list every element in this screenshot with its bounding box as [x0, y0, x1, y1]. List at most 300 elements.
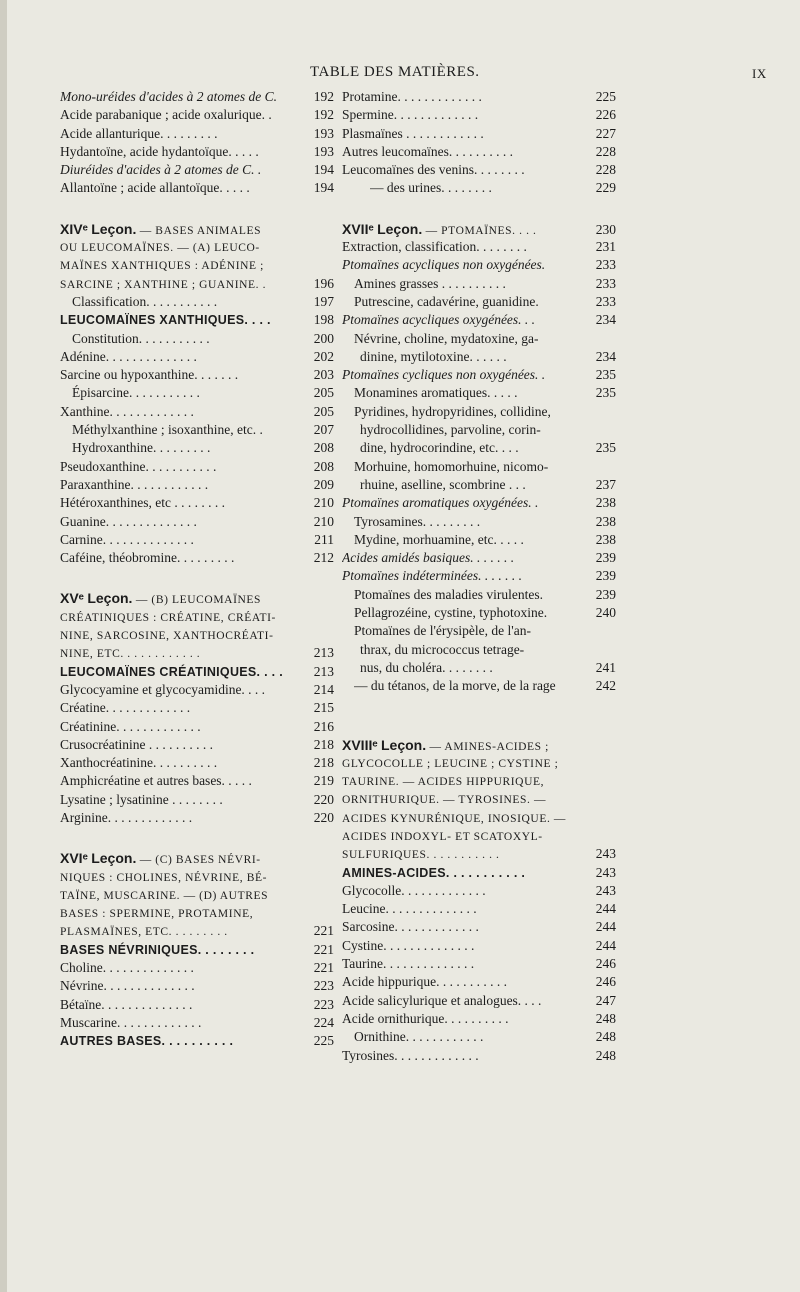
- entry-title: Pseudoxanthine. . . . . . . . . . .: [60, 458, 217, 474]
- lesson-word: Leçon.: [377, 220, 423, 237]
- toc-entry: [60, 125, 334, 143]
- lesson-heading-text: [342, 790, 590, 809]
- lesson-heading-line: [342, 827, 616, 845]
- toc-entry: [60, 681, 334, 699]
- entry-page-number: 221: [313, 941, 334, 957]
- toc-entry: [60, 311, 334, 329]
- entry-title: Adénine. . . . . . . . . . . . . .: [60, 348, 197, 364]
- entry-title: Hétéroxanthines, etc . . . . . . . .: [60, 495, 225, 511]
- toc-entry: [60, 977, 334, 995]
- entry-page-number: 196: [313, 275, 334, 291]
- lesson-subject: SARCINE ; XANTHINE ; GUANINE. .: [60, 278, 267, 291]
- entry-title: Arginine. . . . . . . . . . . . .: [60, 809, 193, 825]
- entry-page-number: 211: [314, 531, 334, 547]
- entry-page-number: 225: [313, 1033, 334, 1049]
- entry-page-number: 219: [313, 773, 334, 789]
- entry-page-number: 223: [313, 978, 334, 994]
- entry-title: Carnine. . . . . . . . . . . . . .: [60, 531, 194, 547]
- lesson-subject: NINE, SARCOSINE, XANTHOCRÉATI-: [60, 630, 274, 643]
- entry-page-number: 216: [313, 718, 334, 734]
- entry-title: Ptomaïnes acycliques oxygénées. . .: [342, 312, 536, 328]
- entry-title: Acide ornithurique. . . . . . . . . .: [342, 1010, 509, 1026]
- entry-page-number: 243: [595, 846, 616, 862]
- toc-entry: [342, 238, 616, 256]
- toc-entry: [60, 772, 334, 790]
- entry-title: Ptomaïnes indéterminées. . . . . . .: [342, 568, 522, 584]
- toc-entry: [342, 1047, 616, 1065]
- lesson-heading-line: [60, 238, 334, 256]
- entry-page-number: 218: [313, 736, 334, 752]
- entry-page-number: 248: [595, 1010, 616, 1026]
- toc-entry: [342, 275, 616, 293]
- entry-title: Xanthine. . . . . . . . . . . . .: [60, 403, 194, 419]
- entry-page-number: 221: [313, 923, 334, 939]
- toc-entry: [60, 941, 334, 959]
- lesson-subject: NIQUES : CHOLINES, NÉVRINE, BÉ-: [60, 871, 268, 884]
- toc-entry: [60, 366, 334, 384]
- lesson-heading-text: [60, 256, 308, 275]
- lesson-xiv-entries: [60, 293, 334, 567]
- entry-title: Mydine, morhuamine, etc. . . . .: [354, 531, 524, 547]
- entry-page-number: 244: [595, 901, 616, 917]
- toc-entry: [342, 918, 616, 936]
- entry-page-number: 237: [595, 476, 616, 492]
- entry-title: Lysatine ; lysatinine . . . . . . . .: [60, 791, 223, 807]
- lesson-xv-entries: [60, 663, 334, 828]
- entry-page-number: 240: [595, 605, 616, 621]
- entry-title: Ptomaïnes acycliques non oxygénées.: [342, 257, 546, 273]
- lesson-number: XVIᵉ: [60, 850, 88, 867]
- lesson-subject: — BASES ANIMALES: [139, 224, 262, 237]
- entry-title: Pyridines, hydropyridines, collidine,: [354, 403, 551, 419]
- lesson-xviii-entries: [342, 864, 616, 1065]
- entry-page-number: 241: [595, 659, 616, 675]
- entry-page-number: 220: [313, 791, 334, 807]
- entry-title: Monamines aromatiques. . . . .: [354, 385, 518, 401]
- lesson-heading-line: [342, 736, 616, 754]
- lesson-subject: ACIDES KYNURÉNIQUE, INOSIQUE. —: [342, 812, 566, 825]
- toc-entry: [342, 403, 616, 421]
- entry-page-number: 235: [595, 440, 616, 456]
- toc-entry: [342, 567, 616, 585]
- toc-entry: [60, 106, 334, 124]
- entry-title: Acide parabanique ; acide oxalurique. .: [60, 107, 272, 123]
- lesson-heading-text: [60, 886, 308, 905]
- toc-entry: [60, 718, 334, 736]
- lesson-heading-text: [60, 922, 308, 941]
- entry-title: LEUCOMAÏNES XANTHIQUES. . . .: [60, 313, 271, 328]
- lesson-xvi-heading: [60, 849, 334, 940]
- entry-page-number: 193: [313, 125, 334, 141]
- entry-title: Sarcine ou hypoxanthine. . . . . . .: [60, 367, 239, 383]
- lesson-heading-line: [60, 608, 334, 626]
- lesson-xvii-entries: [342, 238, 616, 695]
- header-page-number: IX: [752, 66, 767, 81]
- lesson-word: Leçon.: [91, 850, 137, 867]
- toc-entry: [342, 88, 616, 106]
- entry-title: Cystine. . . . . . . . . . . . . .: [342, 937, 475, 953]
- lesson-heading-line: [60, 886, 334, 904]
- lesson-subject: — (B) LEUCOMAÏNES: [135, 594, 262, 607]
- lesson-heading-line: [60, 220, 334, 238]
- entry-page-number: 210: [313, 513, 334, 529]
- toc-entry: [60, 699, 334, 717]
- lesson-heading-text: [342, 736, 590, 756]
- entry-title: Leucomaïnes des venins. . . . . . . .: [342, 162, 525, 178]
- lesson-heading-text: [342, 772, 590, 791]
- toc-entry: [60, 421, 334, 439]
- entry-title: — du tétanos, de la morve, de la rage: [354, 678, 556, 694]
- entry-page-number: 234: [595, 312, 616, 328]
- entry-title: Extraction, classification. . . . . . . .: [342, 239, 527, 255]
- toc-entry: [60, 384, 334, 402]
- toc-entry: [342, 494, 616, 512]
- entry-page-number: 233: [595, 293, 616, 309]
- lesson-subject: NINE, ETC. . . . . . . . . . . .: [60, 648, 201, 661]
- entry-title: Névrine, choline, mydatoxine, ga-: [354, 330, 539, 346]
- entry-page-number: 233: [595, 275, 616, 291]
- toc-entry: [342, 586, 616, 604]
- entry-page-number: 194: [313, 162, 334, 178]
- entry-title: Mono-uréides d'acides à 2 atomes de C.: [60, 89, 277, 104]
- entry-page-number: 235: [595, 385, 616, 401]
- entry-title: nus, du choléra. . . . . . . .: [360, 659, 493, 675]
- entry-page-number: 209: [313, 476, 334, 492]
- page-edge-shadow: [0, 0, 7, 1292]
- toc-entry: [342, 882, 616, 900]
- toc-entry: [60, 959, 334, 977]
- lesson-subject: OU LEUCOMAÏNES. — (A) LEUCO-: [60, 242, 260, 255]
- entry-title: Guanine. . . . . . . . . . . . . .: [60, 513, 197, 529]
- entry-page-number: 203: [313, 367, 334, 383]
- entry-page-number: 226: [595, 107, 616, 123]
- lesson-subject: ORNITHURIQUE. — TYROSINES. —: [342, 794, 547, 807]
- entry-title: Amines grasses . . . . . . . . . .: [354, 275, 506, 291]
- entry-title: Méthylxanthine ; isoxanthine, etc. .: [72, 422, 263, 438]
- entry-page-number: 227: [595, 125, 616, 141]
- lesson-subject: CRÉATINIQUES : CRÉATINE, CRÉATI-: [60, 611, 276, 624]
- toc-entry: [342, 641, 616, 659]
- entry-title: rhuine, aselline, scombrine . . .: [360, 476, 526, 492]
- entry-title: Plasmaïnes . . . . . . . . . . . .: [342, 125, 484, 141]
- entry-title: Acide hippurique. . . . . . . . . . .: [342, 974, 507, 990]
- toc-entry: [60, 88, 334, 106]
- entry-page-number: 220: [313, 809, 334, 825]
- entry-page-number: 239: [595, 568, 616, 584]
- lesson-heading-text: [60, 849, 308, 869]
- entry-page-number: 210: [313, 495, 334, 511]
- entry-title: Hydantoïne, acide hydantoïque. . . . .: [60, 143, 259, 159]
- lesson-word: Leçon.: [380, 736, 427, 753]
- entry-page-number: 247: [595, 992, 616, 1008]
- lesson-heading-line: [60, 922, 334, 940]
- entry-title: Ptomaïnes des maladies virulentes.: [354, 586, 543, 602]
- entry-title: Classification. . . . . . . . . . .: [72, 293, 218, 309]
- entry-title: hydrocollidines, parvoline, corin-: [360, 422, 541, 438]
- toc-entry: [342, 864, 616, 882]
- right-top-entries: [342, 88, 616, 198]
- toc-entry: [60, 403, 334, 421]
- entry-page-number: 230: [595, 221, 616, 237]
- entry-title: Caféine, théobromine. . . . . . . . .: [60, 550, 235, 566]
- entry-page-number: 213: [313, 663, 334, 679]
- header-title: TABLE DES MATIÈRES.: [310, 64, 480, 80]
- entry-title: Épisarcine. . . . . . . . . . .: [72, 385, 200, 401]
- entry-title: Xanthocréatinine. . . . . . . . . .: [60, 755, 218, 771]
- entry-title: Muscarine. . . . . . . . . . . . .: [60, 1014, 202, 1030]
- right-column: [342, 88, 616, 1065]
- toc-entry: [60, 754, 334, 772]
- toc-entry: [342, 531, 616, 549]
- lesson-subject: GLYCOCOLLE ; LEUCINE ; CYSTINE ;: [342, 757, 559, 770]
- entry-title: Ptomaïnes cycliques non oxygénées. .: [342, 367, 546, 383]
- entry-title: Morhuine, homomorhuine, nicomo-: [354, 458, 549, 474]
- entry-page-number: 248: [595, 1047, 616, 1063]
- lesson-heading-text: [60, 904, 308, 923]
- entry-title: Pellagrozéine, cystine, typhotoxine.: [354, 605, 548, 621]
- lesson-heading-text: [342, 220, 590, 240]
- lesson-heading-text: [60, 238, 308, 257]
- entry-title: LEUCOMAÏNES CRÉATINIQUES. . . .: [60, 664, 283, 679]
- entry-page-number: 243: [595, 864, 616, 880]
- toc-entry: [60, 179, 334, 197]
- entry-title: Sarcosine. . . . . . . . . . . . .: [342, 919, 479, 935]
- left-column: [60, 88, 334, 1051]
- toc-entry: [60, 1014, 334, 1032]
- entry-title: thrax, du micrococcus tetrage-: [360, 641, 525, 657]
- entry-title: — des urines. . . . . . . .: [370, 180, 492, 196]
- entry-title: Acides amidés basiques. . . . . . .: [342, 550, 515, 566]
- entry-page-number: 238: [595, 531, 616, 547]
- lesson-word: Leçon.: [91, 220, 137, 237]
- lesson-subject: TAURINE. — ACIDES HIPPURIQUE,: [342, 776, 545, 789]
- lesson-number: XVᵉ: [60, 590, 84, 607]
- entry-title: Glycocyamine et glycocyamidine. . . .: [60, 681, 266, 697]
- entry-page-number: 231: [595, 239, 616, 255]
- lesson-heading-line: [342, 220, 616, 238]
- entry-title: Allantoïne ; acide allantoïque. . . . .: [60, 180, 250, 196]
- lesson-heading-line: [60, 589, 334, 607]
- lesson-heading-line: [60, 626, 334, 644]
- toc-entry: [60, 330, 334, 348]
- entry-page-number: 197: [313, 293, 334, 309]
- toc-entry: [342, 366, 616, 384]
- entry-page-number: 194: [313, 180, 334, 196]
- entry-title: Créatinine. . . . . . . . . . . . .: [60, 718, 201, 734]
- lesson-heading-line: [342, 772, 616, 790]
- toc-entry: [342, 293, 616, 311]
- entry-page-number: 200: [313, 330, 334, 346]
- toc-entry: [342, 330, 616, 348]
- toc-entry: [342, 311, 616, 329]
- toc-entry: [342, 384, 616, 402]
- toc-entry: [60, 531, 334, 549]
- toc-entry: [60, 549, 334, 567]
- toc-entry: [60, 143, 334, 161]
- lesson-subject: — PTOMAÏNES. . . .: [425, 224, 537, 237]
- lesson-subject: — (C) BASES NÉVRI-: [139, 854, 261, 867]
- lesson-subject: TAÏNE, MUSCARINE. — (D) AUTRES: [60, 889, 269, 902]
- entry-page-number: 235: [595, 367, 616, 383]
- entry-title: Spermine. . . . . . . . . . . . .: [342, 107, 479, 123]
- entry-title: Acide allanturique. . . . . . . . .: [60, 125, 218, 141]
- entry-page-number: 234: [595, 348, 616, 364]
- lesson-xvi-entries: [60, 941, 334, 1051]
- toc-entry: [60, 458, 334, 476]
- lesson-heading-text: [60, 589, 308, 609]
- toc-entry: [342, 955, 616, 973]
- toc-entry: [342, 106, 616, 124]
- toc-entry: [342, 421, 616, 439]
- entry-title: Glycocolle. . . . . . . . . . . . .: [342, 882, 486, 898]
- toc-entry: [342, 1028, 616, 1046]
- lesson-subject: BASES : SPERMINE, PROTAMINE,: [60, 908, 254, 921]
- entry-title: Autres leucomaïnes. . . . . . . . . .: [342, 143, 513, 159]
- entry-page-number: 202: [313, 348, 334, 364]
- toc-entry: [342, 439, 616, 457]
- toc-entry: [60, 494, 334, 512]
- toc-entry: [60, 439, 334, 457]
- entry-title: BASES NÉVRINIQUES. . . . . . . .: [60, 942, 255, 957]
- entry-page-number: 192: [313, 107, 334, 123]
- lesson-subject: — AMINES-ACIDES ;: [429, 740, 549, 753]
- entry-page-number: 221: [313, 960, 334, 976]
- entry-page-number: 205: [313, 403, 334, 419]
- toc-entry: [60, 663, 334, 681]
- lesson-heading-text: [342, 845, 590, 864]
- lesson-heading-text: [60, 644, 308, 663]
- entry-page-number: 233: [595, 257, 616, 273]
- lesson-heading-line: [60, 275, 334, 293]
- toc-entry: [60, 476, 334, 494]
- left-top-entries: [60, 88, 334, 198]
- lesson-heading-line: [60, 849, 334, 867]
- toc-entry: [60, 513, 334, 531]
- entry-title: dine, hydrocorindine, etc. . . .: [360, 440, 519, 456]
- entry-title: Leucine. . . . . . . . . . . . . .: [342, 901, 477, 917]
- entry-page-number: 224: [313, 1014, 334, 1030]
- toc-entry: [342, 476, 616, 494]
- lesson-heading-line: [342, 845, 616, 863]
- toc-entry: [60, 293, 334, 311]
- entry-title: Diuréides d'acides à 2 atomes de C. .: [60, 162, 262, 178]
- lesson-heading-line: [60, 904, 334, 922]
- entry-title: Tyrosines. . . . . . . . . . . . .: [342, 1047, 479, 1063]
- lesson-xv-heading: [60, 589, 334, 662]
- entry-page-number: 243: [595, 882, 616, 898]
- entry-title: AUTRES BASES. . . . . . . . . .: [60, 1034, 234, 1049]
- lesson-heading-text: [342, 754, 590, 773]
- toc-entry: [342, 179, 616, 197]
- lesson-xviii-heading: [342, 736, 616, 864]
- toc-entry: [342, 348, 616, 366]
- entry-title: Ptomaïnes de l'érysipèle, de l'an-: [354, 623, 531, 639]
- entry-title: Choline. . . . . . . . . . . . . .: [60, 960, 194, 976]
- lesson-xvii-heading: [342, 220, 616, 238]
- lesson-subject: SULFURIQUES. . . . . . . . . . .: [342, 849, 500, 862]
- toc-entry: [342, 458, 616, 476]
- lesson-number: XVIIᵉ: [342, 220, 374, 237]
- toc-entry: [342, 677, 616, 695]
- entry-title: Paraxanthine. . . . . . . . . . . .: [60, 476, 209, 492]
- entry-page-number: 239: [595, 586, 616, 602]
- entry-page-number: 242: [595, 678, 616, 694]
- entry-title: Acide salicylurique et analogues. . . .: [342, 992, 542, 1008]
- toc-entry: [342, 604, 616, 622]
- entry-title: Tyrosamines. . . . . . . . .: [354, 513, 481, 529]
- lesson-heading-text: [60, 608, 308, 627]
- entry-title: Taurine. . . . . . . . . . . . . .: [342, 956, 475, 972]
- toc-entry: [342, 937, 616, 955]
- entry-page-number: 238: [595, 513, 616, 529]
- toc-entry: [60, 1032, 334, 1050]
- lesson-heading-text: [60, 626, 308, 645]
- lesson-heading-line: [342, 790, 616, 808]
- entry-page-number: 207: [313, 422, 334, 438]
- toc-entry: [342, 256, 616, 274]
- lesson-subject: MAÏNES XANTHIQUES : ADÉNINE ;: [60, 260, 264, 273]
- toc-entry: [342, 659, 616, 677]
- entry-title: Constitution. . . . . . . . . . .: [72, 330, 210, 346]
- entry-title: Putrescine, cadavérine, guanidine.: [354, 293, 539, 309]
- entry-page-number: 229: [595, 180, 616, 196]
- entry-title: Créatine. . . . . . . . . . . . .: [60, 700, 191, 716]
- entry-page-number: 246: [595, 956, 616, 972]
- entry-page-number: 208: [313, 440, 334, 456]
- entry-page-number: 244: [595, 919, 616, 935]
- lesson-heading-line: [342, 754, 616, 772]
- lesson-word: Leçon.: [87, 590, 133, 607]
- toc-entry: [342, 992, 616, 1010]
- lesson-heading-text: [342, 809, 590, 828]
- entry-page-number: 205: [313, 385, 334, 401]
- entry-page-number: 225: [595, 89, 616, 104]
- entry-title: Crusocréatinine . . . . . . . . . .: [60, 736, 213, 752]
- toc-entry: [342, 900, 616, 918]
- lesson-heading-text: [60, 275, 308, 294]
- lesson-heading-line: [342, 809, 616, 827]
- entry-page-number: 246: [595, 974, 616, 990]
- entry-title: Ptomaïnes aromatiques oxygénées. .: [342, 495, 539, 511]
- toc-entry: [342, 1010, 616, 1028]
- lesson-heading-text: [60, 220, 308, 240]
- lesson-heading-text: [60, 868, 308, 887]
- entry-page-number: 218: [313, 755, 334, 771]
- entry-title: dinine, mytilotoxine. . . . . .: [360, 348, 507, 364]
- lesson-subject: ACIDES INDOXYL- ET SCATOXYL-: [342, 830, 543, 843]
- entry-title: Hydroxanthine. . . . . . . . .: [72, 440, 211, 456]
- entry-page-number: 193: [313, 143, 334, 159]
- entry-title: Amphicréatine et autres bases. . . . .: [60, 773, 252, 789]
- entry-page-number: 213: [313, 645, 334, 661]
- entry-page-number: 239: [595, 550, 616, 566]
- entry-page-number: 214: [313, 681, 334, 697]
- entry-page-number: 223: [313, 996, 334, 1012]
- entry-title: Ornithine. . . . . . . . . . . .: [354, 1029, 484, 1045]
- entry-page-number: 208: [313, 458, 334, 474]
- entry-title: Protamine. . . . . . . . . . . . .: [342, 89, 482, 104]
- toc-entry: [60, 161, 334, 179]
- toc-entry: [60, 736, 334, 754]
- lesson-number: XVIIIᵉ: [342, 736, 378, 753]
- toc-entry: [60, 348, 334, 366]
- toc-entry: [342, 125, 616, 143]
- entry-title: AMINES-ACIDES. . . . . . . . . . .: [342, 865, 526, 880]
- lesson-heading-text: [342, 827, 590, 846]
- entry-page-number: 244: [595, 937, 616, 953]
- entry-page-number: 228: [595, 143, 616, 159]
- toc-entry: [60, 791, 334, 809]
